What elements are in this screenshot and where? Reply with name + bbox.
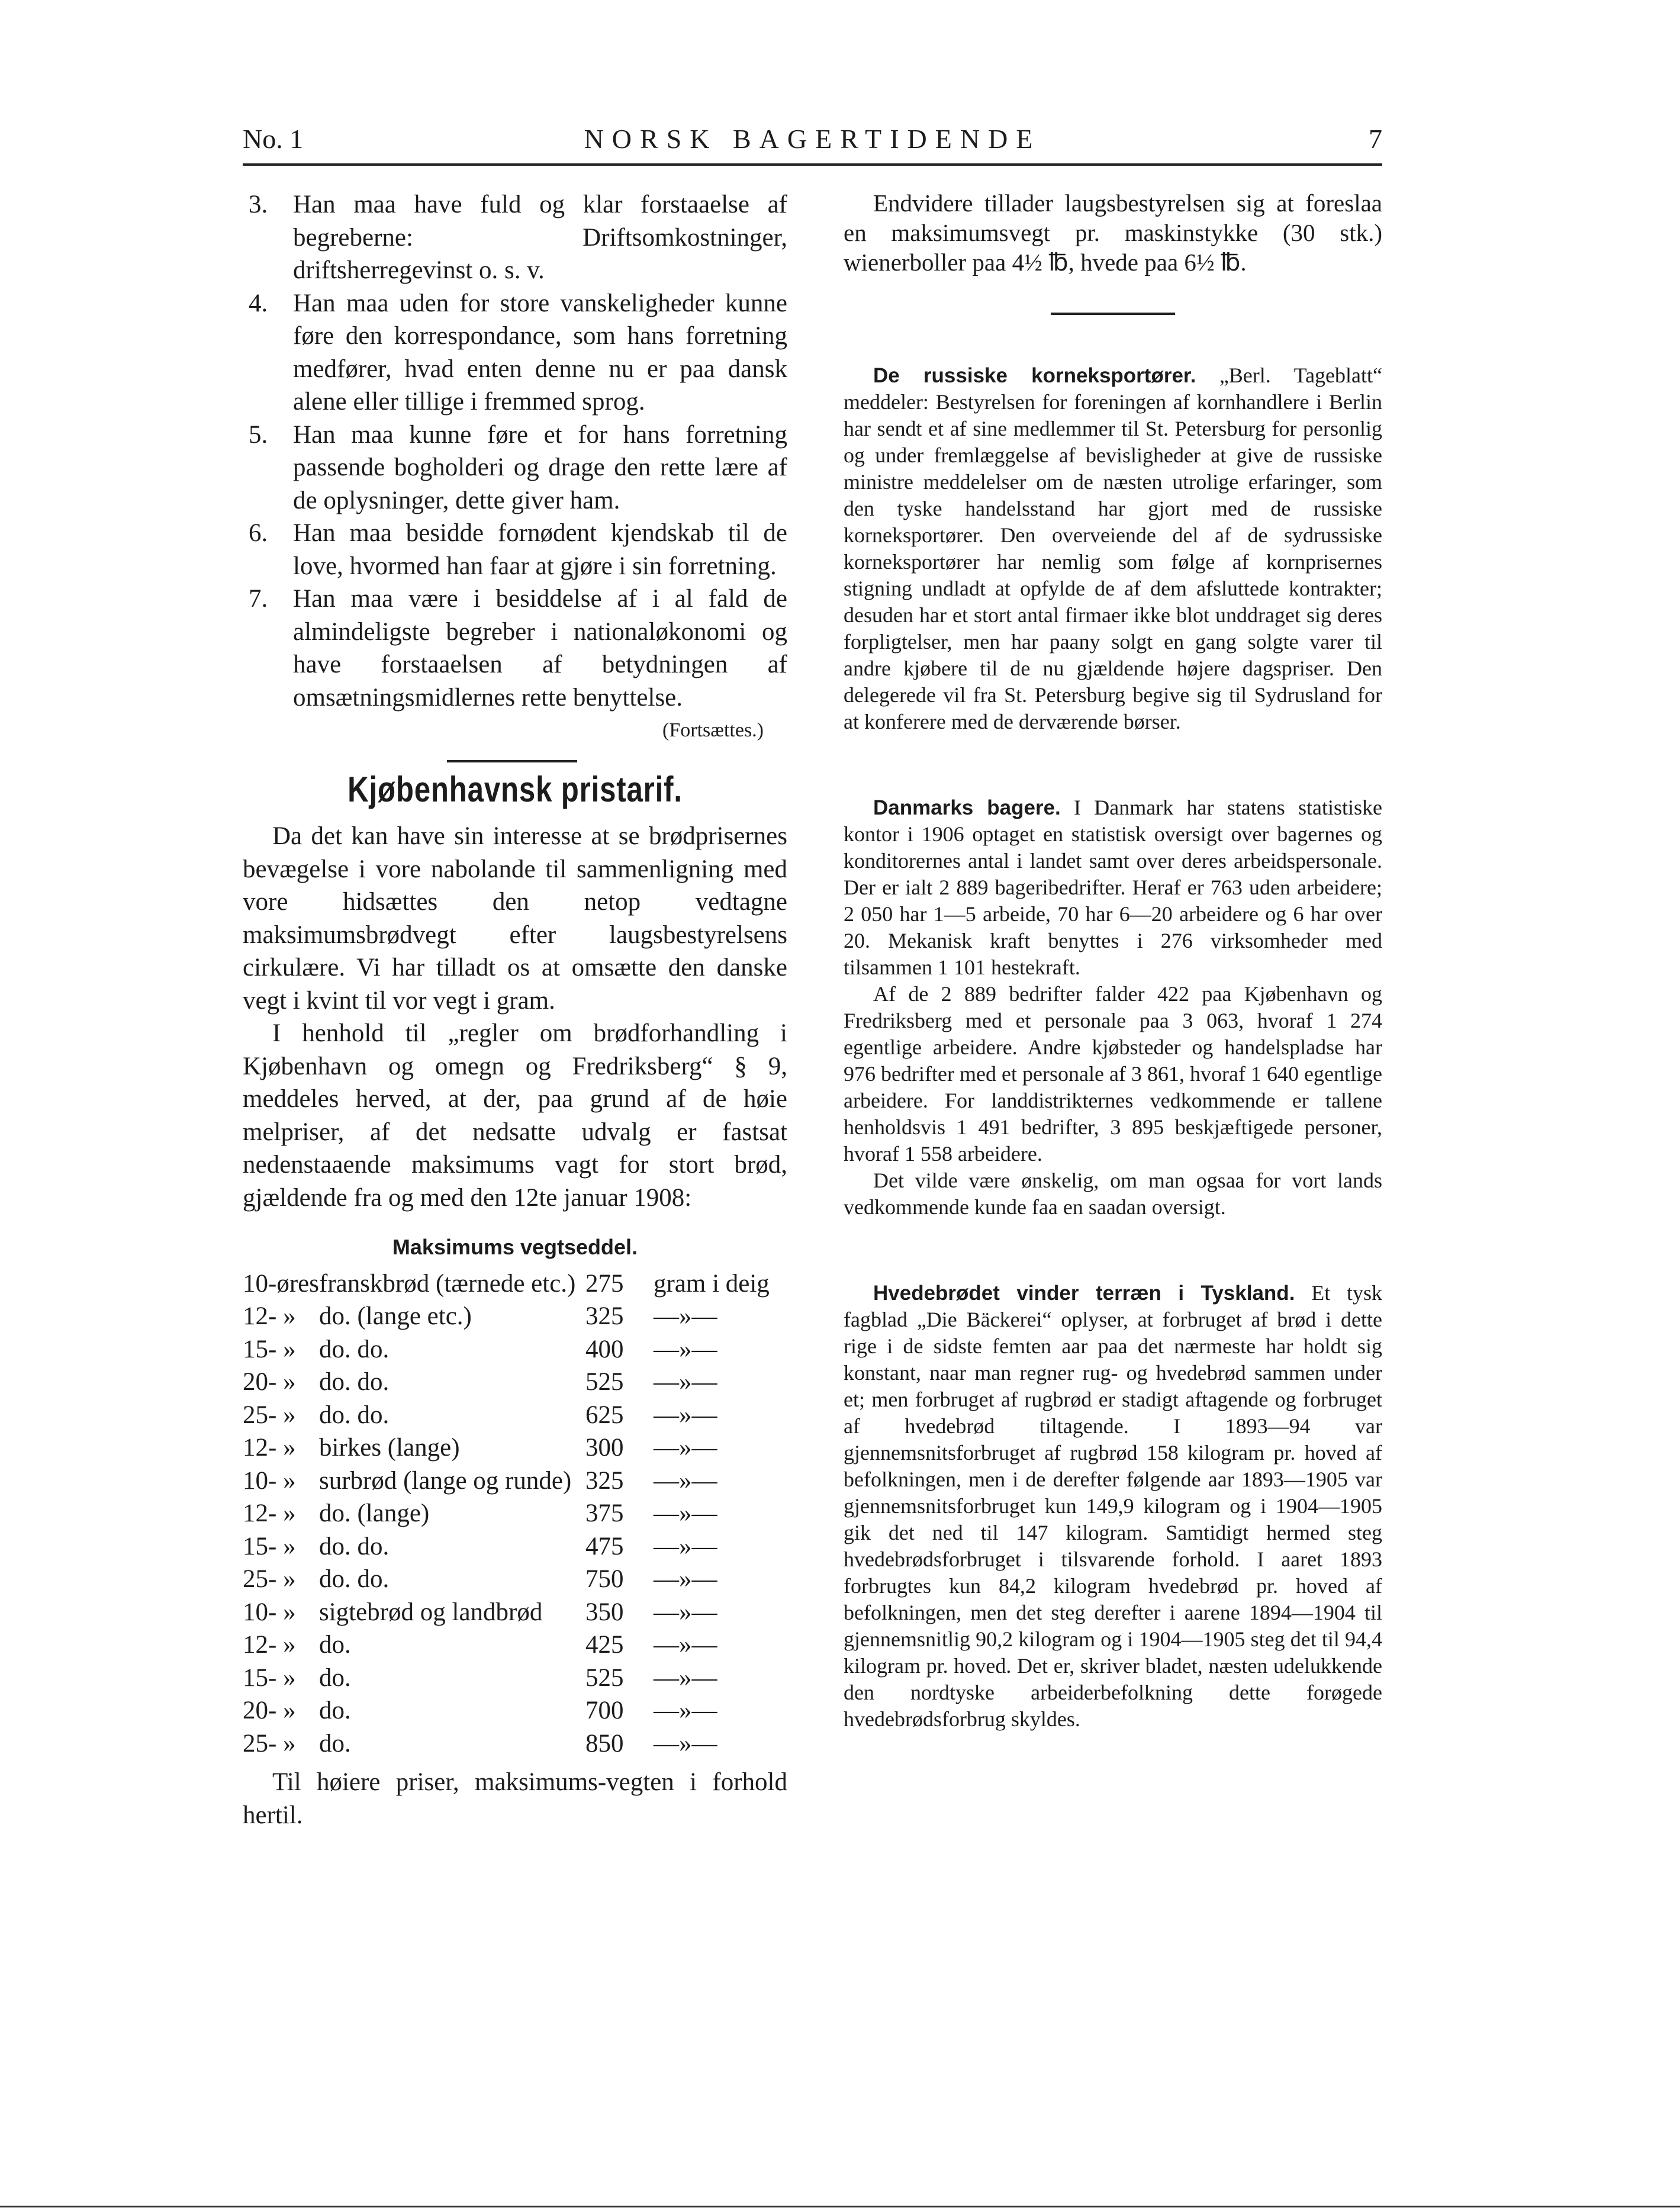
weight-cell: 375	[585, 1499, 624, 1527]
table-row	[243, 1333, 787, 1366]
bread-type-cell: do.	[318, 1663, 351, 1692]
footer-rule	[0, 2206, 1680, 2207]
price-cell: 20- »	[243, 1368, 296, 1396]
bread-type-cell: do. do.	[318, 1368, 390, 1396]
table-row	[243, 1497, 787, 1530]
price-cell: 15- »	[243, 1663, 296, 1692]
article-body: Et tysk fagblad „Die Bäckerei“ oplyser, at forbruget af brød i dette rige i de sidste femten aar paa det nærmeste har holdt sig konstant, naar man regner rug- og hvedebrød sammen under et; men forbruget af rugbrød er stadigt aftagende og forbruget af hvedebrød tiltagende. I 1893—94 var gjennemsnitsforbruget af rugbrød 158 kilogram pr. hoved af befolkningen, men i de derefter følgende aar 1893—1905 var gjennemsnitsforbruget kun 149,9 kilogram og i 1904—1905 gik det ned til 147 kilogram. Samtidigt hermed steg hvedebrødsforbruget i tilsvarende forhold. I aaret 1893 forbrugtes kun 84,2 kilogram hvedebrød pr. hoved af befolkningen, men det steg derefter i aarene 1894—1904 til gjennemsnitlig 90,2 kilogram og i 1904—1905 steg det til 94,4 kilogram pr. hoved. Det er, skriver bladet, næsten udelukkende den nordtyske arbeiderbefolkning dette forøgede hvedebrødsforbrug skyldes.	[844, 1281, 1382, 1731]
bread-type-cell: do.	[318, 1697, 351, 1724]
unit-cell: —»—	[653, 1565, 717, 1593]
item-number: 3.	[249, 191, 268, 218]
bread-type-cell: do. do.	[318, 1335, 390, 1363]
article-danish-bakers	[844, 794, 1382, 981]
article-russian-exporters	[844, 362, 1382, 735]
bread-type-cell: sigtebrød og landbrød	[318, 1598, 543, 1626]
section-divider	[1051, 313, 1175, 315]
unit-cell: —»—	[653, 1434, 717, 1462]
unit-cell: —»—	[653, 1368, 717, 1396]
weight-table	[243, 1267, 787, 1761]
unit-cell: —»—	[653, 1729, 717, 1758]
price-cell: 25- »	[243, 1401, 296, 1429]
table-row	[243, 1399, 787, 1432]
unit-cell: —»—	[653, 1335, 717, 1363]
bread-type-cell: do.	[318, 1729, 351, 1758]
weight-cell: 300	[585, 1434, 624, 1462]
continued-note: (Fortsættes.)	[662, 719, 764, 741]
bread-type-cell: do. do.	[318, 1565, 390, 1593]
intro-paragraph: Da det kan have sin interesse at se brødprisernes bevægelse i vore nabolande til sammenligning med vore hidsættes den netop vedtagne maksimumsbrødvegt efter laugsbestyrelsens cirkulære. Vi har tilladt os at omsætte den danske vegt i kvint til vor vegt i gram.	[243, 822, 787, 1015]
list-item	[243, 287, 787, 419]
unit-cell: —»—	[653, 1499, 717, 1527]
item-text: Han maa være i besiddelse af i al fald de almindeligste begreber i nationaløkonomi og have forstaaelsen af betydningen af omsætningsmidlernes rette benyttelse.	[293, 585, 787, 712]
unit-cell: —»—	[653, 1466, 717, 1495]
table-row	[243, 1694, 787, 1727]
section-divider	[447, 760, 577, 762]
price-cell: 12- »	[243, 1434, 296, 1462]
page-number: 7	[1369, 124, 1382, 154]
unit-cell: —»—	[653, 1532, 717, 1560]
item-text: Han maa uden for store vanskeligheder kunne føre den korrespondance, som hans forretning medfører, hvad enten denne nu er paa dansk alene eller tillige i fremmed sprog.	[293, 289, 787, 416]
article-headline: Kjøbenhavnsk pristarif.	[347, 769, 683, 809]
table-row	[243, 1530, 787, 1563]
weight-cell: 625	[585, 1401, 624, 1429]
table-row	[243, 1563, 787, 1596]
issue-number: No. 1	[243, 124, 304, 154]
unit-cell: —»—	[653, 1401, 717, 1429]
price-cell: 10- »	[243, 1466, 296, 1495]
price-cell: 15- »	[243, 1335, 296, 1363]
unit-cell: gram i deig	[653, 1269, 770, 1298]
bread-type-cell: birkes (lange)	[318, 1434, 460, 1462]
bread-type-cell: do.	[318, 1631, 351, 1659]
price-cell: 12- »	[243, 1302, 296, 1330]
page-header	[243, 123, 1382, 159]
article-title: De russiske korneksportører.	[873, 364, 1196, 387]
item-number: 6.	[249, 519, 268, 547]
item-text: Han maa have fuld og klar forstaaelse af begreberne: Driftsomkostninger, driftsherregevinst o. s. v.	[293, 191, 787, 284]
list-item	[243, 517, 787, 582]
price-cell: 20- »	[243, 1697, 296, 1724]
item-text: Han maa kunne føre et for hans forretning passende bogholderi og drage den rette lære af de oplysninger, dette giver ham.	[293, 420, 787, 514]
price-cell: 25- »	[243, 1565, 296, 1593]
article-wheat-bread	[844, 1280, 1382, 1733]
closing-paragraph: Til høiere priser, maksimums-vegten i forhold hertil.	[243, 1768, 787, 1829]
weight-cell: 850	[585, 1729, 624, 1758]
price-cell: 25- »	[243, 1729, 296, 1758]
unit-cell: —»—	[653, 1631, 717, 1659]
price-cell: 10- »	[243, 1598, 296, 1626]
weight-cell: 525	[585, 1368, 624, 1396]
weight-cell: 700	[585, 1697, 624, 1724]
item-text: Han maa besidde fornødent kjendskab til de love, hvormed han faar at gjøre i sin forretning.	[293, 519, 787, 580]
article-paragraph: Af de 2 889 bedrifter falder 422 paa Kjøbenhavn og Fredriksberg med et personale paa 3 063, hvoraf 1 274 egentlige arbeidere. Andre kjøbsteder og handelspladse har 976 bedrifter med et personale af 3 861, hvoraf 1 640 egentlige arbeidere. For landdistrikternes vedkommende er tallene henholdsvis 1 491 bedrifter, 3 895 beskjæftigede personer, hvoraf 1 558 arbeidere.	[844, 982, 1382, 1166]
item-number: 5.	[249, 420, 268, 449]
table-row	[243, 1596, 787, 1629]
article-body: „Berl. Tageblatt“ meddeler: Bestyrelsen for foreningen af kornhandlere i Berlin har sendt et af sine medlemmer til St. Petersburg for personlig og under fremlæggelse af bevisligheder at give de russiske ministre meddelelser om de næsten utrolige erfaringer, som den tyske handelsstand har gjort med de russiske korneksportører. Den overveiende del af de sydrussiske korneksportører har nemlig som følge af kornprisernes stigning undladt at opfylde de af dem afsluttede kontrakter; desuden har et stort antal firmaer ikke blot unddraget sig deres forpligtelser, men har paany solgt en gang solgte varer til andre kjøbere til de nu gjældende højere dagspriser. Den delegerede vil fra St. Petersburg begive sig til Sydrusland for at konferere med de derværende børser.	[844, 363, 1382, 733]
table-title: Maksimums vegtseddel.	[392, 1235, 638, 1259]
intro-paragraph: Endvidere tillader laugsbestyrelsen sig at foreslaa en maksimumsvegt pr. maskinstykke (30 stk.) wienerboller paa 4½ ℔, hvede paa 6½ ℔.	[844, 189, 1382, 276]
weight-cell: 425	[585, 1631, 624, 1659]
table-row	[243, 1465, 787, 1498]
weight-cell: 525	[585, 1663, 624, 1692]
bread-type-cell: franskbrød (tærnede etc.)	[318, 1269, 576, 1298]
weight-cell: 325	[585, 1302, 624, 1330]
table-row	[243, 1366, 787, 1399]
publication-title: NORSK BAGERTIDENDE	[584, 124, 1041, 154]
unit-cell: —»—	[653, 1598, 717, 1626]
unit-cell: —»—	[653, 1663, 717, 1692]
left-column	[243, 188, 787, 1832]
table-row	[243, 1267, 787, 1301]
item-number: 7.	[249, 585, 268, 613]
price-cell: 15- »	[243, 1532, 296, 1560]
article-title: Danmarks bagere.	[873, 796, 1061, 819]
unit-cell: —»—	[653, 1697, 717, 1724]
table-row	[243, 1662, 787, 1695]
weight-cell: 350	[585, 1598, 624, 1626]
weight-cell: 475	[585, 1532, 624, 1560]
article-title: Hvedebrødet vinder terræn i Tyskland.	[873, 1282, 1295, 1305]
list-item	[243, 419, 787, 517]
weight-cell: 325	[585, 1466, 624, 1495]
weight-cell: 275	[585, 1269, 624, 1298]
requirements-list	[243, 188, 787, 714]
table-row	[243, 1727, 787, 1761]
bread-type-cell: do. (lange)	[318, 1499, 430, 1527]
list-item	[243, 188, 787, 287]
weight-cell: 400	[585, 1335, 624, 1363]
article-paragraph: Det vilde være ønskelig, om man ogsaa for vort lands vedkommende kunde faa en saadan oversigt.	[844, 1169, 1382, 1219]
table-row	[243, 1300, 787, 1333]
regulation-paragraph: I henhold til „regler om brødforhandling i Kjøbenhavn og omegn og Fredriksberg“ § 9, meddeles herved, at der, paa grund af de høie melpriser, af det nedsatte udvalg er fastsat nedenstaaende maksimums vagt for stort brød, gjældende fra og med den 12te januar 1908:	[243, 1019, 787, 1212]
unit-cell: —»—	[653, 1302, 717, 1330]
right-column	[844, 188, 1382, 1733]
table-row	[243, 1629, 787, 1662]
header-rule	[243, 163, 1382, 166]
list-item	[243, 582, 787, 714]
article-body: I Danmark har statens statistiske kontor i 1906 optaget en statistisk oversigt over bagernes og konditorernes antal i landet samt over deres arbeidspersonale. Der er ialt 2 889 bageribedrifter. Heraf er 763 uden arbeidere; 2 050 har 1—5 arbeide, 70 har 6—20 arbeidere og 6 har over 20. Mekanisk kraft benyttes i 276 virksomheder med tilsammen 1 101 hestekraft.	[844, 796, 1383, 979]
item-number: 4.	[249, 289, 268, 317]
table-row	[243, 1431, 787, 1465]
bread-type-cell: do. do.	[318, 1532, 390, 1560]
price-cell: 12- »	[243, 1631, 296, 1659]
weight-cell: 750	[585, 1565, 624, 1593]
bread-type-cell: do. (lange etc.)	[318, 1302, 472, 1330]
price-cell: 10-øres	[243, 1269, 319, 1298]
bread-type-cell: do. do.	[318, 1401, 390, 1429]
price-cell: 12- »	[243, 1499, 296, 1527]
bread-type-cell: surbrød (lange og runde)	[318, 1466, 572, 1495]
